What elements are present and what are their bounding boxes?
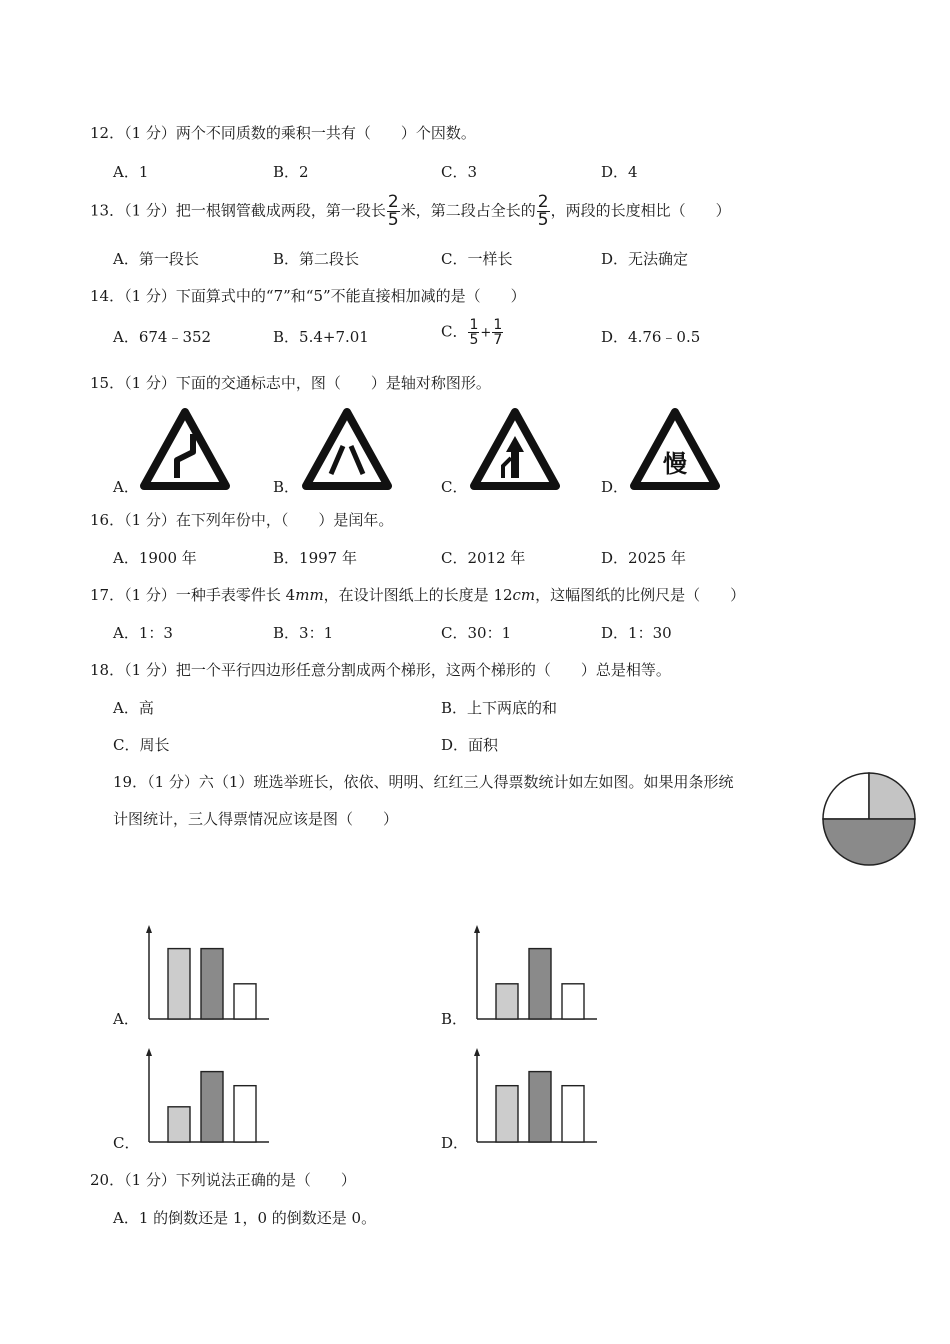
q12-option-c[interactable]: C．3 (441, 163, 478, 181)
q17-option-c[interactable]: C．30：1 (441, 624, 512, 642)
q19-option-c[interactable]: C． (113, 1134, 140, 1152)
q14-option-a[interactable]: A．674﹣352 (113, 328, 212, 346)
bar-3 (234, 1086, 256, 1142)
pie-slice-3 (823, 819, 915, 865)
bar-chart-a[interactable] (143, 925, 273, 1023)
q14-fraction-1-denominator: 5 (469, 332, 479, 348)
q14-plus-sign: + (480, 325, 492, 341)
q13-fraction-1-numerator: 2 (387, 192, 399, 212)
q17-stem-mid: ，在设计图纸上的长度是 12 (323, 586, 513, 604)
q13-option-d[interactable]: D．无法确定 (601, 250, 689, 268)
y-axis-arrow (146, 925, 152, 933)
narrowing-road-sign-icon[interactable] (302, 408, 392, 490)
slow-down-sign-icon[interactable] (630, 408, 720, 490)
q14-fraction-1 (468, 318, 479, 347)
q14-option-c-label: C． (441, 322, 468, 341)
q15-stem: 15．（1 分）下面的交通标志中，图（ ）是轴对称图形。 (90, 374, 491, 392)
q15-option-c[interactable]: C． (441, 478, 468, 496)
q17-option-d[interactable]: D．1：30 (601, 624, 672, 642)
q13-fraction-1 (387, 194, 400, 229)
q16-option-c[interactable]: C．2012 年 (441, 549, 526, 567)
pie-slice-1 (823, 773, 869, 819)
bar-1 (496, 984, 518, 1019)
bar-1 (168, 1107, 190, 1142)
q19-option-a[interactable]: A． (113, 1010, 139, 1028)
bar-2 (201, 1072, 223, 1142)
bar-chart-d[interactable] (471, 1048, 601, 1146)
q20-stem: 20．（1 分）下列说法正确的是（ ） (90, 1171, 356, 1189)
q19-option-b[interactable]: B． (441, 1010, 468, 1028)
pie-slice-2 (869, 773, 915, 819)
q17-option-b[interactable]: B．3：1 (273, 624, 334, 642)
q14-fraction-2-denominator: 7 (493, 332, 503, 348)
merge-lane-sign-icon[interactable] (470, 408, 560, 490)
q13-stem-mid: 米，第二段占全长的 (400, 201, 536, 220)
q17-stem-pre: 17．（1 分）一种手表零件长 4 (90, 586, 296, 604)
q15-option-a[interactable]: A． (113, 478, 139, 496)
q13-fraction-2-denominator: 5 (537, 210, 549, 230)
q18-stem: 18．（1 分）把一个平行四边形任意分割成两个梯形，这两个梯形的（ ）总是相等。 (90, 661, 671, 679)
bar-2 (201, 949, 223, 1019)
q13-stem-post: ，两段的长度相比（ ） (550, 201, 731, 220)
bar-1 (168, 949, 190, 1019)
q14-option-c[interactable] (441, 318, 504, 347)
q14-fraction-2 (492, 318, 503, 347)
q12-option-a[interactable]: A．1 (113, 163, 149, 181)
q17-option-a[interactable]: A．1：3 (113, 624, 173, 642)
q16-option-a[interactable]: A．1900 年 (113, 549, 197, 567)
q12-stem: 12．（1 分）两个不同质数的乘积一共有（ ）个因数。 (90, 124, 476, 142)
winding-road-sign-icon[interactable] (140, 408, 230, 490)
q14-fraction-2-numerator: 1 (493, 317, 503, 333)
q16-option-d[interactable]: D．2025 年 (601, 549, 686, 567)
q14-stem: 14．（1 分）下面算式中的“7”和“5”不能直接相加减的是（ ） (90, 287, 526, 305)
y-axis-arrow (146, 1048, 152, 1056)
q12-option-b[interactable]: B．2 (273, 163, 309, 181)
q16-option-b[interactable]: B．1997 年 (273, 549, 357, 567)
slow-sign-character: 慢 (663, 450, 687, 478)
q17-unit-mm: mm (295, 586, 324, 604)
q13-option-a[interactable]: A．第一段长 (113, 250, 199, 268)
q13-fraction-1-denominator: 5 (387, 210, 399, 230)
bar-1 (496, 1086, 518, 1142)
q20-option-a[interactable]: A．1 的倒数还是 1，0 的倒数还是 0。 (113, 1209, 377, 1227)
q17-unit-cm: cm (512, 586, 536, 604)
q12-option-d[interactable]: D．4 (601, 163, 638, 181)
q14-fraction-1-numerator: 1 (469, 317, 479, 333)
bar-3 (562, 1086, 584, 1142)
q15-option-d[interactable]: D． (601, 478, 629, 496)
bar-3 (562, 984, 584, 1019)
q15-option-b[interactable]: B． (273, 478, 300, 496)
q16-stem: 16．（1 分）在下列年份中，（ ）是闰年。 (90, 511, 394, 529)
bar-chart-b[interactable] (471, 925, 601, 1023)
q18-option-d[interactable]: D．面积 (441, 736, 499, 754)
vote-pie-chart (820, 770, 918, 868)
q19-stem-line2: 计图统计，三人得票情况应该是图（ ） (113, 810, 399, 828)
q13-fraction-2 (537, 194, 550, 229)
q13-option-b[interactable]: B．第二段长 (273, 250, 360, 268)
q17-stem-post: ，这幅图纸的比例尺是（ ） (535, 586, 746, 604)
q14-option-d[interactable]: D．4.76﹣0.5 (601, 328, 701, 346)
q17-stem (90, 584, 745, 605)
bar-3 (234, 984, 256, 1019)
q18-option-c[interactable]: C．周长 (113, 736, 170, 754)
y-axis-arrow (474, 1048, 480, 1056)
q14-option-b[interactable]: B．5.4+7.01 (273, 328, 369, 346)
bar-chart-c[interactable] (143, 1048, 273, 1146)
q18-option-b[interactable]: B．上下两底的和 (441, 699, 558, 717)
q13-stem-pre: 13．（1 分）把一根钢管截成两段，第一段长 (90, 201, 386, 220)
q13-stem (90, 194, 731, 229)
bar-2 (529, 949, 551, 1019)
q18-option-a[interactable]: A．高 (113, 699, 154, 717)
q19-option-d[interactable]: D． (441, 1134, 469, 1152)
y-axis-arrow (474, 925, 480, 933)
bar-2 (529, 1072, 551, 1142)
q13-option-c[interactable]: C．一样长 (441, 250, 513, 268)
q19-stem-line1: 19．（1 分）六（1）班选举班长，依依、明明、红红三人得票数统计如左如图。如果用条形统 (113, 773, 734, 791)
q13-fraction-2-numerator: 2 (537, 192, 549, 212)
